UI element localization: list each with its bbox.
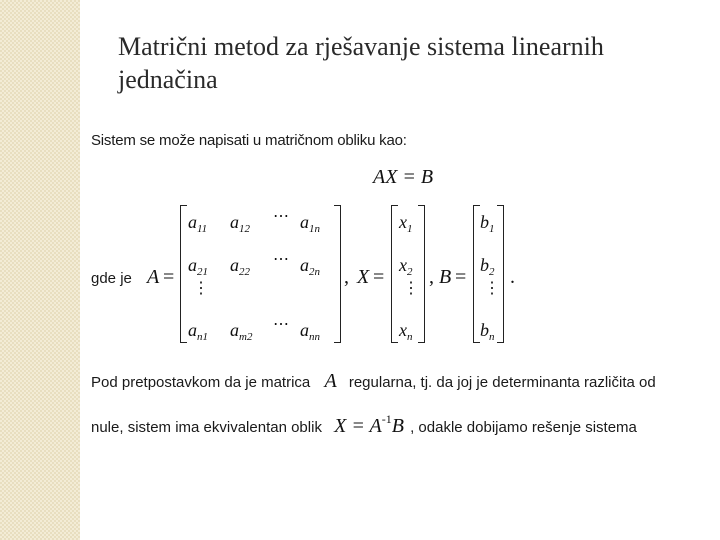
vector-x-left-bracket xyxy=(391,205,398,343)
matrix-a-cell-22: $a_{22}$ xyxy=(230,255,250,278)
vector-x-equals: = xyxy=(373,266,385,288)
matrix-a-vdots: ⋮ xyxy=(193,278,209,297)
matrix-a-separator: , xyxy=(344,266,349,288)
matrix-a-hdots-3: ⋯ xyxy=(273,316,289,333)
main-equation: AX = B xyxy=(373,166,434,188)
vector-b-vdots: ⋮ xyxy=(484,278,500,297)
vector-b-name: B xyxy=(439,266,452,288)
slide-title: Matrični metod za rješavanje sistema linearnih jednačina xyxy=(118,32,604,94)
gde-je-label: gde je xyxy=(91,270,132,287)
matrix-a-cell-nn: $a_{nn}$ xyxy=(300,320,320,343)
matrix-a-cell-11: $a_{11}$ xyxy=(188,212,208,235)
matrix-a-cell-2n: $a_{2n}$ xyxy=(300,255,320,278)
matrix-a-hdots-2: ⋯ xyxy=(273,251,289,268)
vector-x-entry-1: $x_1$ xyxy=(399,212,413,235)
matrix-a-cell-12: $a_{12}$ xyxy=(230,212,250,235)
matrix-a-cell-21: $a_{21}$ xyxy=(188,255,208,278)
matrix-a-cell-1n: $a_{1n}$ xyxy=(300,212,320,235)
vector-x-vdots: ⋮ xyxy=(403,278,419,297)
line1-text-before: Pod pretpostavkom da je matrica xyxy=(91,374,311,391)
line2-text-before: nule, sistem ima ekvivalentan oblik xyxy=(91,419,322,436)
vector-b-entry-n: $b_n$ xyxy=(480,320,495,343)
vector-b-right-bracket xyxy=(497,205,504,343)
vector-x-right-bracket xyxy=(418,205,425,343)
decorative-side-strip xyxy=(0,0,80,540)
matrix-a-cell-n1: $a_{n1}$ xyxy=(188,320,208,343)
line2-math-inverse: -1 xyxy=(381,412,392,426)
matrix-a-name: A xyxy=(147,266,160,288)
vector-b-entry-2: $b_2$ xyxy=(480,255,495,278)
vector-x-entry-2: $x_2$ xyxy=(399,255,413,278)
paragraph-line-2 xyxy=(91,412,637,438)
vector-b-entry-1: $b_1$ xyxy=(480,212,495,235)
paragraph-line-1 xyxy=(91,370,656,393)
line2-math-lhs: X = A xyxy=(334,415,382,437)
matrix-a-left-bracket xyxy=(180,205,187,343)
intro-text: Sistem se može napisati u matričnom obliku kao: xyxy=(91,132,407,149)
vector-x-name: X xyxy=(357,266,370,288)
matrix-a-cell-m2: $a_{m2}$ xyxy=(230,320,253,343)
vector-x-separator: , xyxy=(429,266,434,288)
line2-text-after: , odakle dobijamo rešenje sistema xyxy=(410,419,637,436)
matrix-a-equals: = xyxy=(163,266,175,288)
line1-math-a: A xyxy=(324,370,337,392)
vector-b-equals: = xyxy=(455,266,467,288)
line1-text-after: regularna, tj. da joj je determinanta različita od xyxy=(348,374,656,391)
line2-math-rhs: B xyxy=(391,415,404,437)
vector-b-terminator: . xyxy=(510,266,515,288)
matrix-a-hdots-1: ⋯ xyxy=(273,208,289,225)
vector-x-entry-n: $x_n$ xyxy=(399,320,413,343)
matrix-a-right-bracket xyxy=(334,205,341,343)
vector-b-left-bracket xyxy=(473,205,480,343)
